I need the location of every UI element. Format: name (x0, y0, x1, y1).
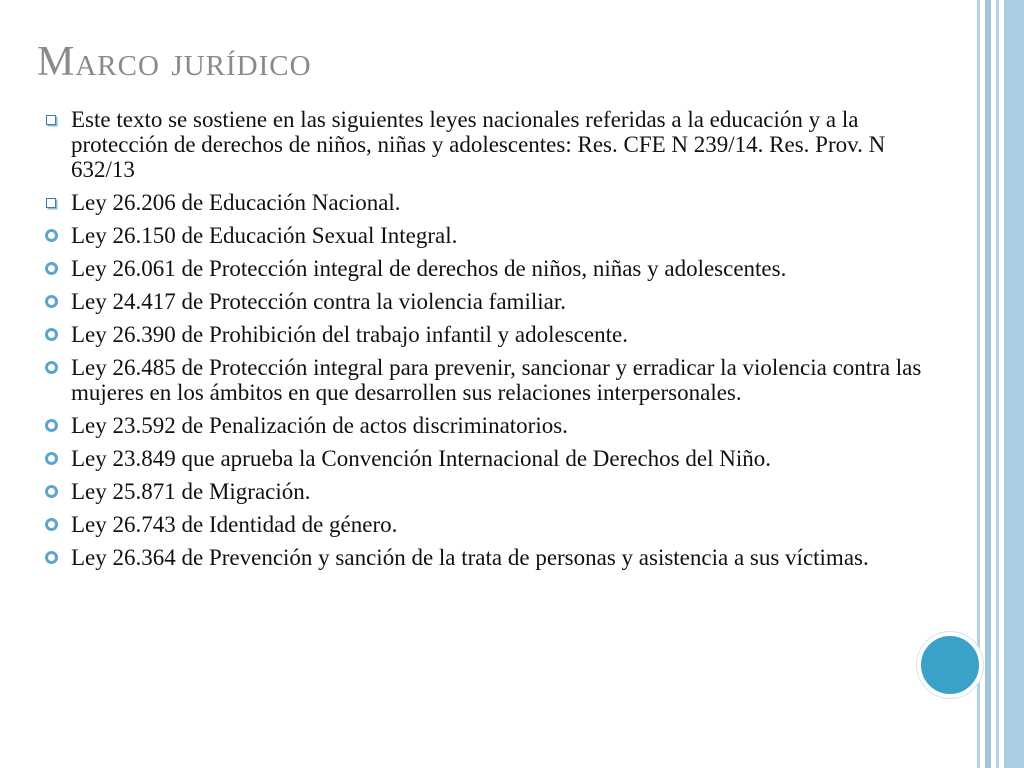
slide-title: Marco jurídico (37, 39, 312, 85)
circle-bullet-icon (40, 479, 62, 504)
list-item-text: Ley 23.849 que aprueba la Convención Internacional de Derechos del Niño. (71, 446, 771, 471)
decorative-circle-icon (917, 632, 983, 698)
list-item-text: Ley 26.150 de Educación Sexual Integral. (71, 223, 458, 248)
square-bullet-icon (40, 107, 62, 132)
decorative-rail (996, 0, 999, 768)
list-item (40, 256, 940, 281)
list-item (40, 223, 940, 248)
list-item-text: Ley 26.485 de Protección integral para prevenir, sancionar y erradicar la violencia contra las mujeres en los ámbitos en que desarrollen sus relaciones interpersonales. (71, 355, 922, 405)
circle-bullet-icon (40, 223, 62, 248)
decorative-rail (1004, 0, 1024, 768)
list-item (40, 512, 940, 537)
circle-bullet-icon (40, 322, 62, 347)
list-item-text: Ley 26.061 de Protección integral de derechos de niños, niñas y adolescentes. (71, 256, 787, 281)
list-item (40, 545, 940, 570)
list-item-text: Este texto se sostiene en las siguientes leyes nacionales referidas a la educación y a la protección de derechos de niños, niñas y adolescentes: Res. CFE N 239/14. Res. Prov. N 632/13 (71, 107, 886, 182)
list-item-text: Ley 23.592 de Penalización de actos discriminatorios. (71, 413, 568, 438)
list-item (40, 107, 940, 182)
square-bullet-icon (40, 190, 62, 215)
list-item (40, 413, 940, 438)
list-item-text: Ley 26.364 de Prevención y sanción de la trata de personas y asistencia a sus víctimas. (71, 545, 869, 570)
list-item-text: Ley 26.743 de Identidad de género. (71, 512, 398, 537)
circle-bullet-icon (40, 256, 62, 281)
list-item (40, 322, 940, 347)
circle-bullet-icon (40, 413, 62, 438)
list-item (40, 446, 940, 471)
list-item-text: Ley 26.206 de Educación Nacional. (71, 190, 401, 215)
circle-bullet-icon (40, 289, 62, 314)
decorative-rail (985, 0, 991, 768)
circle-bullet-icon (40, 545, 62, 570)
list-item (40, 190, 940, 215)
bullet-list (40, 107, 940, 578)
circle-bullet-icon (40, 446, 62, 471)
list-item-text: Ley 25.871 de Migración. (71, 479, 311, 504)
list-item (40, 479, 940, 504)
list-item (40, 289, 940, 314)
circle-bullet-icon (40, 355, 62, 380)
circle-bullet-icon (40, 512, 62, 537)
list-item-text: Ley 24.417 de Protección contra la violencia familiar. (71, 289, 566, 314)
list-item-text: Ley 26.390 de Prohibición del trabajo infantil y adolescente. (71, 322, 628, 347)
list-item (40, 355, 940, 405)
